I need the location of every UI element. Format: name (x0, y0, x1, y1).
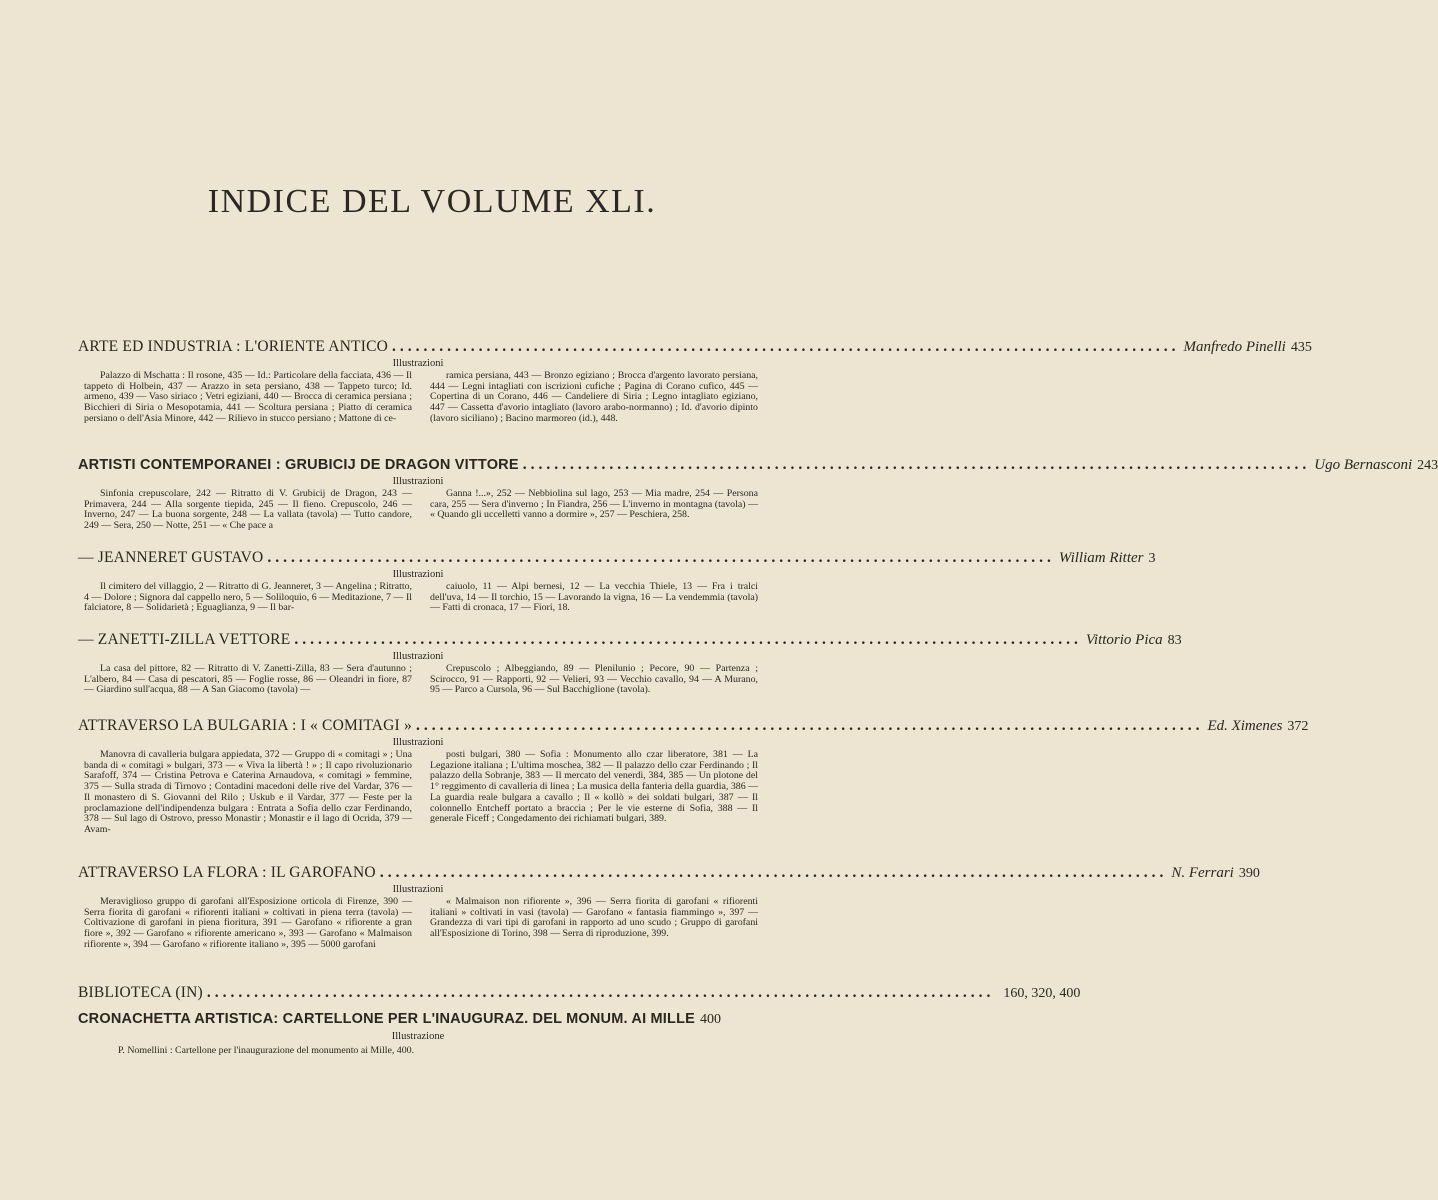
entry-heading-line (78, 716, 1309, 735)
entry-page-number: 372 (1287, 719, 1309, 734)
entry-page-number: 243 (1417, 458, 1438, 473)
entry-heading-line (78, 863, 1260, 882)
entry-author: N. Ferrari (1171, 865, 1234, 881)
illustrations-column-left: Meraviglioso gruppo di garofani all'Esposizione orticola di Firenze, 390 — Serra fiorita di garofani « rifiorenti italiani » coltivati in piena terra (tavola) — Coltivazione di garofani in piena fioritura, 391 — Garofano « rifiorente a gran fiore », 392 — Garofano « rifiorente americano », 393 — Garofano « Malmaison rifiorente », 394 — Garofano « rifiorente italiano », 395 — 5000 garofani (84, 896, 412, 950)
entry-author: Manfredo Pinelli (1183, 339, 1286, 355)
entry-heading-line (78, 337, 1312, 356)
index-entry-jeanneret (78, 548, 1156, 614)
illustrations-column-left: Il cimitero del villaggio, 2 — Ritratto di G. Jeanneret, 3 — Angelina ; Ritratto, 4 — Dolore ; Signora dal cappello nero, 5 — Soliloquio, 6 — Meditazione, 7 — Il falciatore, 8 — Solidarietà ; Eguaglianza, 9 — Il bar- (84, 581, 412, 614)
index-entry-cronachetta (78, 1010, 758, 1056)
illustrations-column-right: ramica persiana, 443 — Bronzo egiziano ; Brocca d'argento lavorato persiana, 444 — Legni intagliati con iscrizioni cufiche ; Pagina di Corano cufico, 445 — Copertina di un Corano, 446 — Candeliere di Siria ; Legno intagliato egiziano, 447 — Cassetta d'avorio intagliato (lavoro arabo-normanno) ; Id. d'avorio dipinto (lavoro siciliano) ; Bacino marmoreo (id.), 448. (430, 370, 758, 424)
index-entry-arte-industria (78, 337, 1312, 425)
entry-heading-line (78, 630, 1182, 649)
illustrations-column-right: posti bulgari, 380 — Sofia : Monumento allo czar liberatore, 381 — La Legazione italiana ; L'ultima moschea, 382 — Il palazzo dello czar Ferdinando ; Il palazzo della Sobranje, 383 — Il mercato del venerdì, 384, 385 — Un plotone del 1° reggimento di cavalleria di linea ; La musica della fanteria della guardia, 386 — La guardia reale bulgara a cavallo ; Il « kollò » dei soldati bulgari, 387 — Il colonnello Entcheff portato a braccia ; Per le vie esterne di Sofia, 388 — Il generale Ficeff ; Congedamento dei richiamati bulgari, 389. (430, 749, 758, 825)
entry-heading: — JEANNERET GUSTAVO (78, 549, 264, 566)
index-entry-biblioteca (78, 983, 1081, 1002)
entry-page-number: 435 (1290, 340, 1312, 355)
illustrations-columns (78, 750, 758, 836)
entry-author: Ed. Ximenes (1207, 718, 1283, 734)
illustrations-label: Illustrazioni (392, 737, 444, 748)
index-entry-zanetti-zilla (78, 630, 1182, 696)
entry-author: Ugo Bernasconi (1314, 457, 1413, 473)
illustrations-columns (78, 897, 758, 951)
dot-leader: .................................................................................................... (294, 631, 1082, 648)
entry-heading: ATTRAVERSO LA BULGARIA : I « COMITAGI » (78, 717, 412, 734)
illustrations-label: Illustrazioni (392, 884, 444, 895)
illustrations-column-right: Ganna !...», 252 — Nebbiolina sul lago, 253 — Mia madre, 254 — Persona cara, 255 — Sera d'inverno ; In Fiandra, 256 — L'inverno in montagna (tavola) — « Quando gli uccelletti vanno a dormire », 257 — Peschiera, 258. (430, 488, 758, 521)
entry-page-number: 3 (1148, 551, 1156, 566)
dot-leader: .................................................................................................... (522, 456, 1311, 473)
illustration-label: Illustrazione (391, 1031, 445, 1042)
entry-author: Vittorio Pica (1085, 632, 1163, 648)
illustrations-columns (78, 664, 758, 696)
entry-heading: — ZANETTI-ZILLA VETTORE (78, 631, 291, 648)
entry-page-number: 160, 320, 400 (1003, 986, 1081, 1001)
illustrations-column-right: « Malmaison non rifiorente », 396 — Serra fiorita di garofani « rifiorenti italiani » coltivati in vasi (tavola) — Garofano « fantasia fiammingo », 397 — Grandezza di vari tipi di garofani in rapporto ad uno scudo ; Gruppo di garofani all'Esposizione di Torino, 398 — Serra di riproduzione, 399. (430, 896, 758, 940)
illustrations-label: Illustrazioni (392, 358, 444, 369)
entry-heading: BIBLIOTECA (IN) (78, 984, 203, 1001)
illustrations-column-right: caiuolo, 11 — Alpi bernesi, 12 — La vecchia Thiele, 13 — Fra i tralci dell'uva, 14 — Il torchio, 15 — Lavorando la vigna, 16 — La vendemmia (tavola) — Fatti di cronaca, 17 — Fiori, 18. (430, 581, 758, 614)
illustrations-column-left: Sinfonia crepuscolare, 242 — Ritratto di V. Grubicij de Dragon, 243 — Primavera, 244 — Alla sorgente tiepida, 245 — Il fieno. Crepuscolo, 246 — Inverno, 247 — La buona sorgente, 248 — La vallata (tavola) — Tutto candore, 249 — Sera, 250 — Notte, 251 — « Che pace a (84, 488, 412, 532)
index-entry-grubicij (78, 455, 1438, 532)
entry-heading: ARTISTI CONTEMPORANEI : GRUBICIJ DE DRAGON VITTORE (78, 457, 519, 473)
illustrations-columns (78, 582, 758, 614)
entry-page-number: 390 (1238, 866, 1260, 881)
entry-author: William Ritter (1058, 550, 1144, 566)
dot-leader: .................................................................................................... (379, 864, 1168, 881)
entry-heading-line (78, 548, 1156, 567)
illustrations-column-left: Palazzo di Mschatta : Il rosone, 435 — Id.: Particolare della facciata, 436 — Il tappeto di Holbein, 437 — Arazzo in seta persiano, 438 — Tappeto turco; Id. armeno, 439 — Vaso siriaco ; Vetri egiziani, 440 — Brocca di ceramica persiana ; Bicchieri di Siria o Mesopotamia, 441 — Scoltura persiana ; Piatto di ceramica persiano o dell'Asia Minore, 442 — Rilievo in stucco persiano ; Mattone di ce- (84, 370, 412, 424)
illustration-line: P. Nomellini : Cartellone per l'inaugurazione del monumento ai Mille, 400. (118, 1045, 415, 1056)
index-entry-bulgaria (78, 716, 1309, 836)
entry-page-number: 400 (700, 1012, 722, 1027)
entry-heading: ARTE ED INDUSTRIA : L'ORIENTE ANTICO (78, 338, 388, 355)
illustrations-label: Illustrazioni (392, 569, 444, 580)
illustrations-column-left: La casa del pittore, 82 — Ritratto di V. Zanetti-Zilla, 83 — Sera d'autunno ; L'albero, 84 — Casa di pescatori, 85 — Foglie rosse, 86 — Oleandri in fiore, 87 — Giardino sull'acqua, 88 — A San Giacomo (tavola) — (84, 663, 412, 696)
entry-heading-line (78, 455, 1438, 474)
dot-leader: .................................................................................................... (392, 338, 1180, 355)
illustrations-column-right: Crepuscolo ; Albeggiando, 89 — Plenilunio ; Pecore, 90 — Partenza ; Scirocco, 91 — Rapporti, 92 — Velieri, 93 — Vecchio cavallo, 94 — A Murano, 95 — Parco a Cursola, 96 — Sul Bacchiglione (tavola). (430, 663, 758, 696)
illustrations-column-left: Manovra di cavalleria bulgara appiedata, 372 — Gruppo di « comitagi » ; Una banda di « comitagi » bulgari, 373 — « Viva la libertà ! » ; Il capo rivoluzionario Sarafoff, 374 — Cristina Petrova e Caterina Arnaudova, « comitagi » femmine, 375 — Sulla strada di Tirnovo ; Contadini macedoni delle rive del Vardar, 376 — Il monastero di S. Giovanni del Rilo ; Uskub e il Vardar, 377 — Feste per la proclamazione dell'indipendenza bulgara : Entrata a Sofia dello czar Ferdinando, 378 — Sul lago di Ostrovo, presso Monastir ; Monastir e il lago di Ocrida, 379 — Avam- (84, 749, 412, 835)
entry-heading: ATTRAVERSO LA FLORA : IL GAROFANO (78, 864, 376, 881)
dot-leader: .................................................................................................... (415, 717, 1204, 734)
volume-index-title: INDICE DEL VOLUME XLI. (207, 183, 657, 220)
entry-heading-line (78, 983, 1081, 1002)
illustrations-label: Illustrazioni (392, 476, 444, 487)
entry-heading: CRONACHETTA ARTISTICA: CARTELLONE PER L'INAUGURAZ. DEL MONUM. AI MILLE (78, 1011, 696, 1027)
index-entry-garofano (78, 863, 1260, 951)
dot-leader: .................................................................................................... (206, 984, 995, 1001)
entry-page-number: 83 (1167, 633, 1182, 648)
entry-heading-line (78, 1010, 758, 1029)
dot-leader: .................................................................................................... (267, 549, 1055, 566)
illustrations-label: Illustrazioni (392, 651, 444, 662)
illustrations-columns (78, 371, 758, 425)
illustrations-columns (78, 489, 758, 532)
